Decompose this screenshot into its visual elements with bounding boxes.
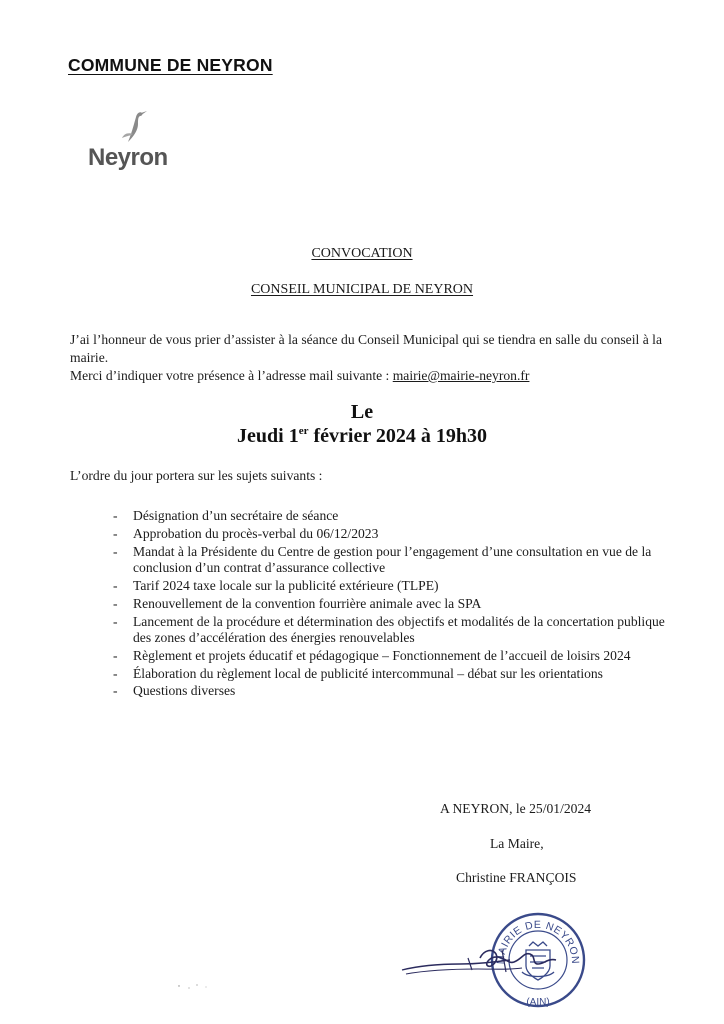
agenda-item-text: Questions diverses bbox=[133, 683, 236, 699]
bullet-dash: - bbox=[113, 595, 118, 611]
date-le: Le bbox=[350, 401, 374, 423]
agenda-item-text: Approbation du procès-verbal du 06/12/2023 bbox=[133, 525, 379, 541]
agenda-item-text: Tarif 2024 taxe locale sur la publicité extérieure (TLPE) bbox=[133, 577, 439, 593]
list-item bbox=[113, 666, 673, 683]
commune-heading: COMMUNE DE NEYRON bbox=[68, 55, 273, 75]
stamp-bottom-text: (AIN) bbox=[526, 997, 550, 1008]
meeting-month-time: février 2024 à 19h30 bbox=[308, 425, 487, 447]
heron-bird-icon bbox=[114, 108, 154, 148]
bullet-dash: - bbox=[113, 683, 118, 699]
agenda-item-text: Désignation d’un secrétaire de séance bbox=[133, 508, 339, 523]
bullet-dash: - bbox=[113, 647, 118, 663]
email-link[interactable]: mairie@mairie-neyron.fr bbox=[392, 368, 530, 383]
signatory-title: La Maire, bbox=[490, 836, 544, 851]
list-item bbox=[113, 578, 673, 595]
list-item bbox=[113, 683, 673, 700]
intro-paragraph bbox=[70, 331, 662, 385]
agenda-item-text: Mandat à la Présidente du Centre de gestion pour l’engagement d’une consultation en vue de la conclusion d’un contrat d’assurance collective bbox=[133, 543, 652, 576]
agenda-item-text: Lancement de la procédure et détermination des objectifs et modalités de la concertation publique des zones d’accélération des énergies renouvelables bbox=[133, 613, 665, 646]
signatory-name: Christine FRANÇOIS bbox=[456, 870, 577, 885]
bullet-dash: - bbox=[113, 665, 118, 681]
list-item bbox=[113, 544, 673, 577]
bullet-dash: - bbox=[113, 508, 118, 523]
list-item bbox=[113, 614, 673, 647]
list-item bbox=[113, 648, 673, 665]
list-item bbox=[113, 526, 673, 543]
agenda-item-text: Renouvellement de la convention fourrière animale avec la SPA bbox=[133, 595, 482, 611]
place-date: A NEYRON, le 25/01/2024 bbox=[440, 801, 592, 816]
agenda-item-text: Élaboration du règlement local de publicité intercommunal – débat sur les orientations bbox=[133, 665, 603, 681]
list-item bbox=[113, 596, 673, 613]
bullet-dash: - bbox=[113, 543, 118, 559]
intro-line-1: J’ai l’honneur de vous prier d’assister à la séance du Conseil Municipal qui se tiendra en salle du conseil à la mairie. bbox=[70, 332, 662, 365]
meeting-day-suffix: er bbox=[298, 425, 309, 437]
agenda-item-text: Règlement et projets éducatif et pédagogique – Fonctionnement de l’accueil de loisirs 2024 bbox=[133, 647, 631, 663]
meeting-day: Jeudi 1 bbox=[237, 425, 299, 447]
stamp-top-text: MAIRIE DE NEYRON bbox=[494, 918, 582, 965]
convocation-title: CONVOCATION bbox=[311, 246, 413, 261]
logo-wordmark: Neyron bbox=[88, 144, 168, 171]
intro-line-2 bbox=[70, 367, 662, 385]
handwritten-signature bbox=[398, 940, 568, 984]
list-item bbox=[113, 508, 673, 525]
neyron-logo bbox=[84, 108, 184, 170]
bullet-dash: - bbox=[113, 613, 118, 629]
bullet-dash: - bbox=[113, 577, 118, 593]
agenda-list bbox=[113, 508, 673, 701]
meeting-date bbox=[0, 425, 724, 448]
agenda-intro: L’ordre du jour portera sur les sujets suivants : bbox=[70, 468, 323, 483]
council-title: CONSEIL MUNICIPAL DE NEYRON bbox=[250, 282, 474, 297]
bullet-dash: - bbox=[113, 525, 118, 541]
scan-specks bbox=[175, 980, 235, 992]
intro-line-2-text: Merci d’indiquer votre présence à l’adresse mail suivante : bbox=[70, 368, 393, 383]
